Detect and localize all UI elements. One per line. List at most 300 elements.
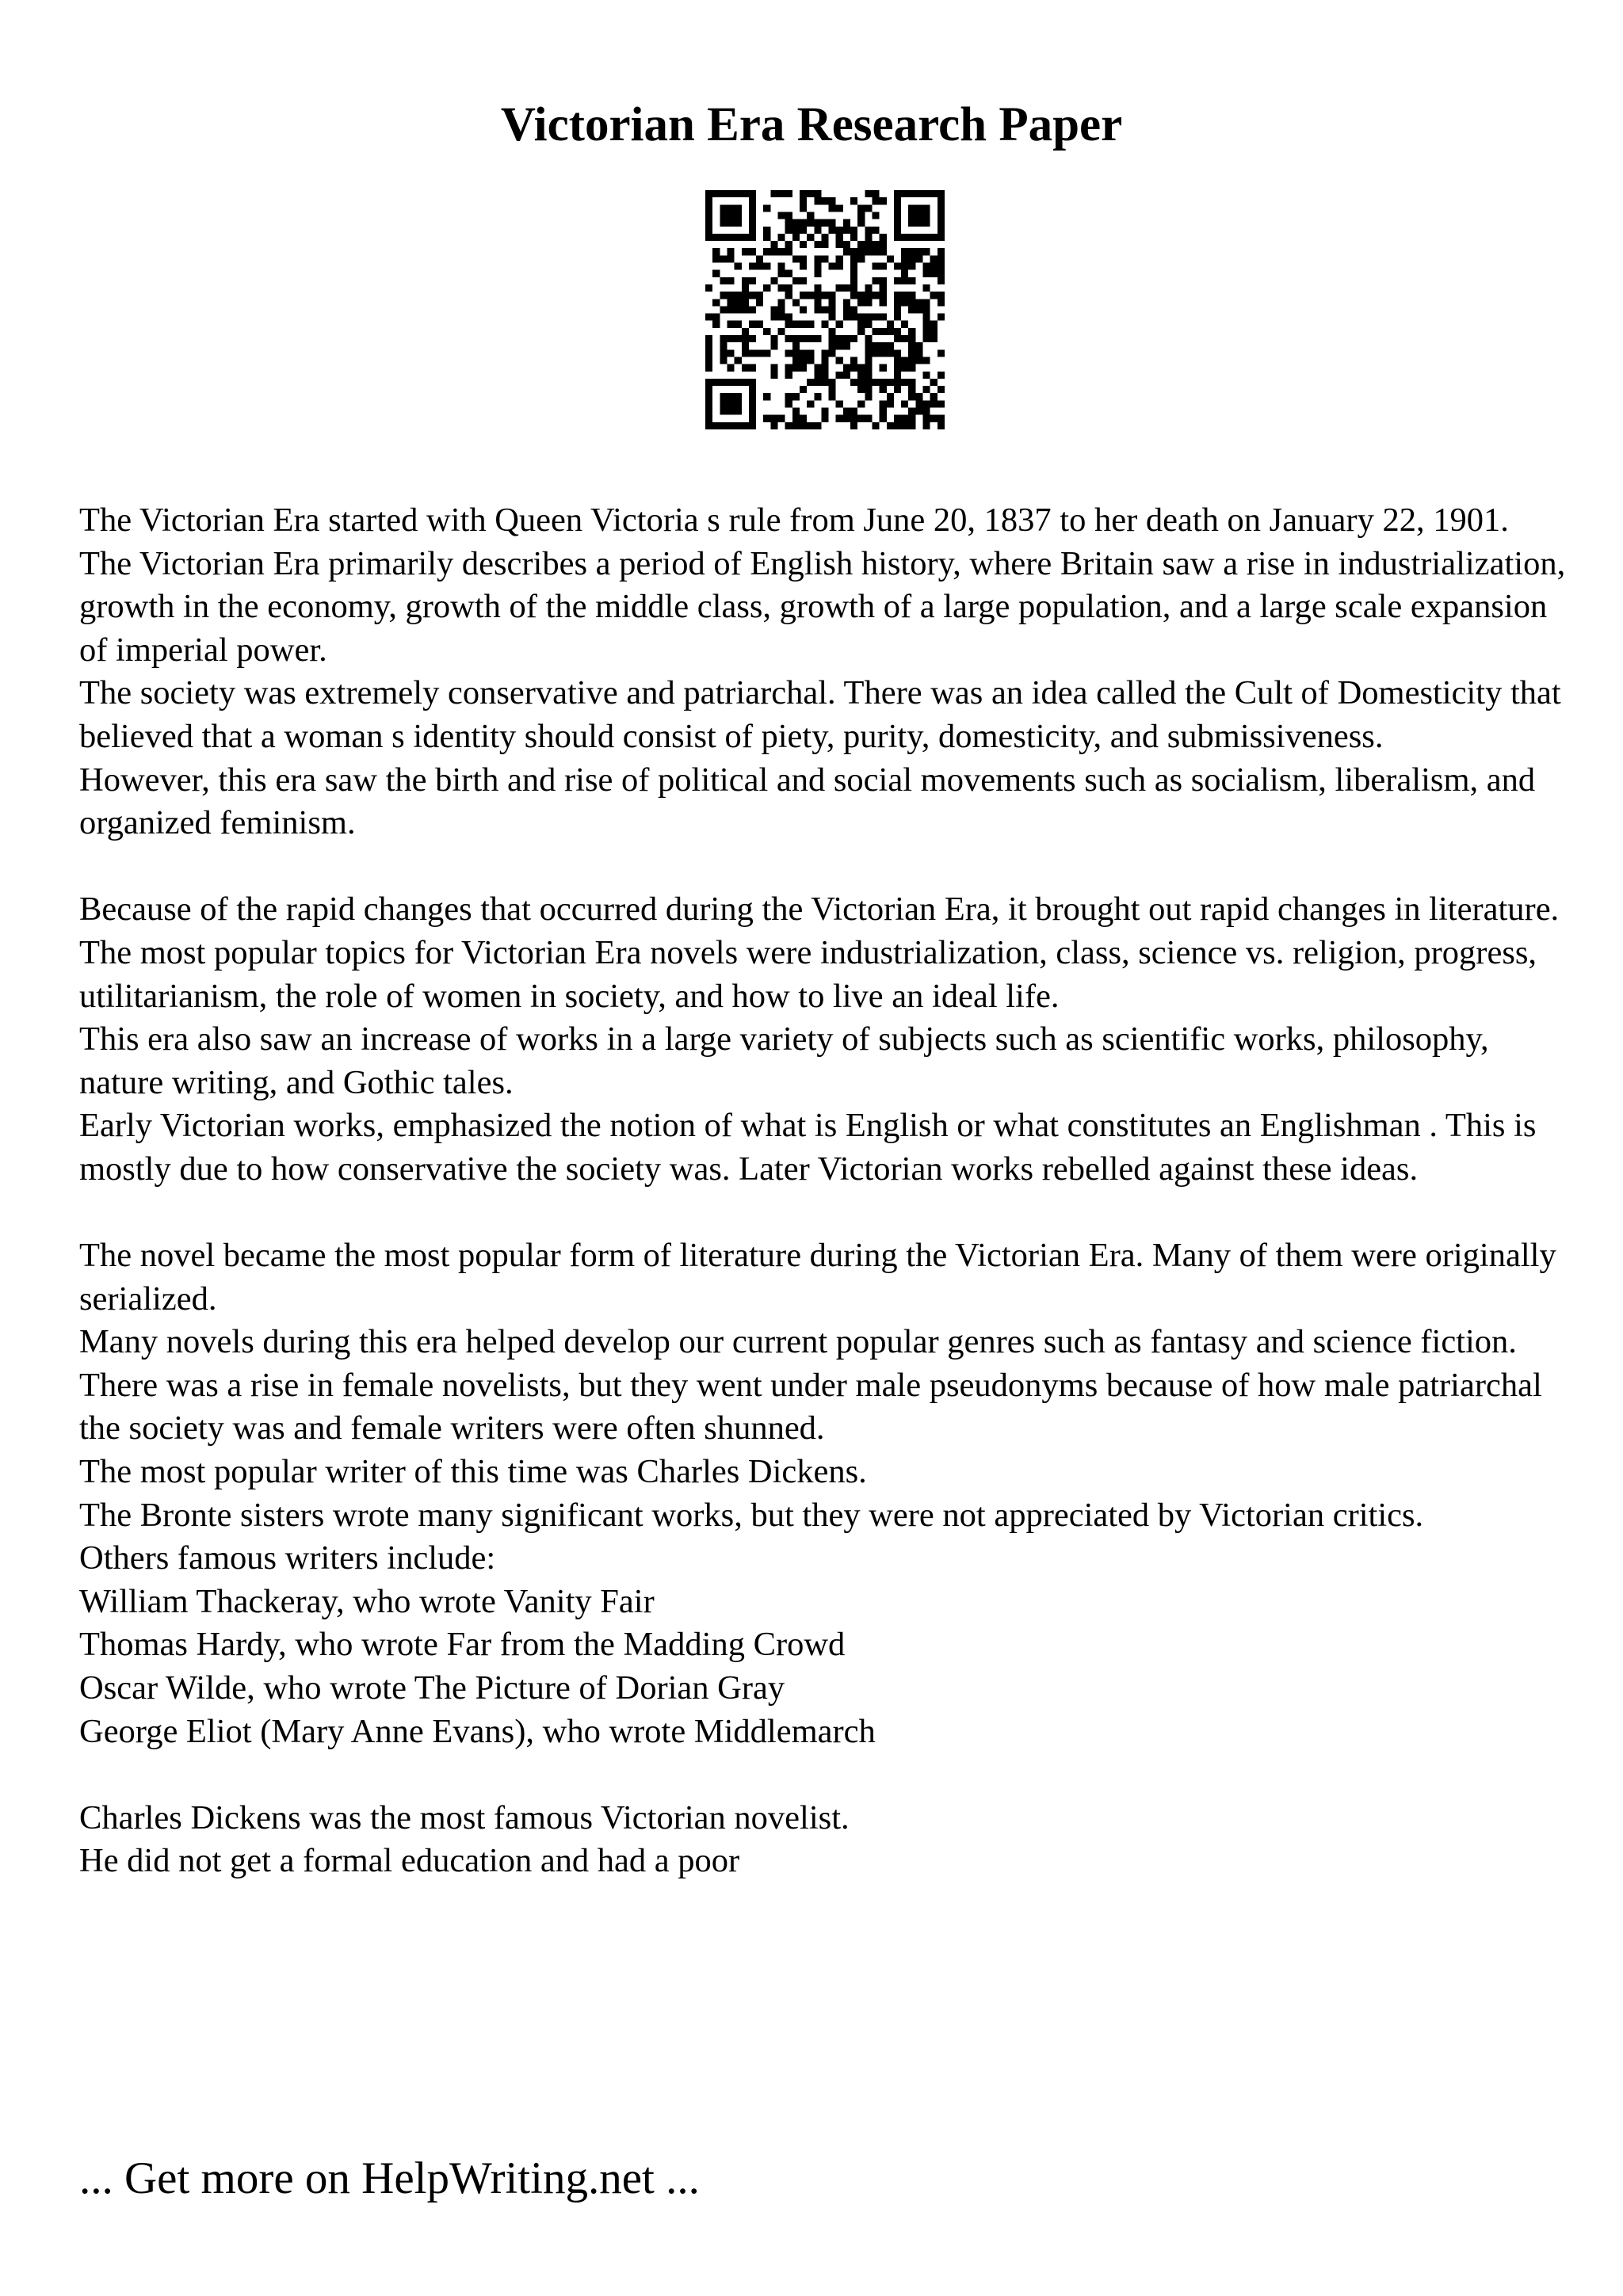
qr-module bbox=[843, 314, 850, 321]
qr-module bbox=[836, 241, 843, 248]
qr-module bbox=[763, 204, 770, 212]
qr-module bbox=[829, 335, 836, 342]
qr-module bbox=[712, 422, 720, 429]
qr-module bbox=[938, 190, 945, 197]
qr-module bbox=[865, 357, 872, 364]
qr-module bbox=[901, 321, 908, 328]
qr-module bbox=[785, 270, 792, 277]
qr-module bbox=[923, 263, 930, 270]
qr-module bbox=[749, 364, 756, 372]
qr-module bbox=[872, 263, 879, 270]
qr-module bbox=[705, 314, 712, 321]
qr-module bbox=[872, 212, 879, 219]
qr-module bbox=[807, 234, 814, 241]
qr-module bbox=[712, 255, 720, 262]
qr-module bbox=[727, 335, 734, 342]
qr-module bbox=[800, 422, 807, 429]
qr-module bbox=[785, 248, 792, 255]
qr-module bbox=[749, 263, 756, 270]
qr-module bbox=[836, 342, 843, 349]
qr-module bbox=[720, 379, 727, 386]
qr-module bbox=[865, 299, 872, 306]
qr-module bbox=[930, 400, 938, 407]
qr-module bbox=[880, 241, 887, 248]
qr-module bbox=[908, 393, 915, 400]
qr-module bbox=[778, 306, 785, 313]
qr-module bbox=[807, 190, 814, 197]
qr-module bbox=[880, 379, 887, 386]
qr-module bbox=[829, 386, 836, 393]
qr-module bbox=[930, 190, 938, 197]
qr-module bbox=[915, 234, 922, 241]
qr-module bbox=[930, 255, 938, 262]
qr-module bbox=[865, 204, 872, 212]
qr-module bbox=[850, 284, 857, 292]
qr-module bbox=[800, 263, 807, 270]
qr-module bbox=[735, 299, 742, 306]
qr-module bbox=[843, 408, 850, 415]
qr-module bbox=[727, 204, 734, 212]
qr-module bbox=[850, 422, 857, 429]
qr-module bbox=[857, 372, 865, 379]
qr-module bbox=[800, 349, 807, 357]
qr-module bbox=[792, 321, 800, 328]
qr-module bbox=[705, 212, 712, 219]
body-paragraph: Oscar Wilde, who wrote The Picture of Dorian Gray bbox=[79, 1669, 785, 1707]
qr-module bbox=[727, 299, 734, 306]
qr-module bbox=[807, 349, 814, 357]
qr-module bbox=[705, 284, 712, 292]
qr-module bbox=[735, 400, 742, 407]
qr-module bbox=[915, 400, 922, 407]
qr-module bbox=[770, 372, 777, 379]
qr-module bbox=[821, 306, 828, 313]
qr-module bbox=[923, 422, 930, 429]
qr-module bbox=[720, 357, 727, 364]
qr-module bbox=[778, 314, 785, 321]
qr-module bbox=[938, 299, 945, 306]
qr-module bbox=[872, 190, 879, 197]
qr-module bbox=[814, 393, 821, 400]
qr-module bbox=[829, 349, 836, 357]
body-paragraph: Because of the rapid changes that occurred during the Victorian Era, it brought out rapid changes in literature. bbox=[79, 891, 1560, 929]
qr-module bbox=[778, 212, 785, 219]
qr-module bbox=[836, 400, 843, 407]
qr-module bbox=[821, 219, 828, 227]
qr-module bbox=[915, 342, 922, 349]
qr-module bbox=[742, 248, 749, 255]
qr-module bbox=[720, 212, 727, 219]
qr-module bbox=[887, 379, 894, 386]
qr-module bbox=[749, 227, 756, 234]
qr-module bbox=[785, 335, 792, 342]
qr-module bbox=[880, 292, 887, 299]
qr-module bbox=[901, 335, 908, 342]
qr-module bbox=[727, 422, 734, 429]
qr-module bbox=[735, 204, 742, 212]
qr-module bbox=[763, 284, 770, 292]
qr-module bbox=[938, 227, 945, 234]
qr-module bbox=[742, 292, 749, 299]
qr-module bbox=[908, 328, 915, 335]
qr-module bbox=[894, 197, 901, 204]
qr-module bbox=[908, 292, 915, 299]
qr-module bbox=[735, 263, 742, 270]
qr-module bbox=[872, 197, 879, 204]
qr-module bbox=[800, 204, 807, 212]
qr-module bbox=[836, 263, 843, 270]
qr-module bbox=[735, 292, 742, 299]
qr-module bbox=[872, 342, 879, 349]
body-paragraph: William Thackeray, who wrote Vanity Fair bbox=[79, 1582, 655, 1620]
qr-module bbox=[894, 204, 901, 212]
qr-module bbox=[857, 415, 865, 422]
qr-module bbox=[778, 415, 785, 422]
qr-module bbox=[800, 357, 807, 364]
qr-module bbox=[887, 393, 894, 400]
qr-module bbox=[792, 342, 800, 349]
qr-module bbox=[727, 321, 734, 328]
qr-module bbox=[742, 284, 749, 292]
qr-module bbox=[763, 234, 770, 241]
qr-module bbox=[814, 270, 821, 277]
qr-module bbox=[821, 234, 828, 241]
qr-module bbox=[938, 204, 945, 212]
qr-module bbox=[770, 415, 777, 422]
qr-module bbox=[742, 299, 749, 306]
qr-module bbox=[857, 364, 865, 372]
qr-module bbox=[800, 219, 807, 227]
body-paragraph: The most popular writer of this time was Charles Dickens. bbox=[79, 1453, 867, 1491]
qr-module bbox=[915, 219, 922, 227]
qr-module bbox=[800, 277, 807, 284]
qr-module bbox=[901, 255, 908, 262]
qr-module bbox=[850, 364, 857, 372]
qr-module bbox=[735, 422, 742, 429]
qr-module bbox=[865, 386, 872, 393]
qr-module bbox=[763, 349, 770, 357]
qr-module bbox=[821, 349, 828, 357]
qr-module bbox=[727, 400, 734, 407]
qr-module bbox=[814, 263, 821, 270]
qr-module bbox=[800, 364, 807, 372]
body-paragraph: Others famous writers include: bbox=[79, 1539, 496, 1577]
qr-module bbox=[814, 255, 821, 262]
qr-module bbox=[880, 314, 887, 321]
qr-module bbox=[829, 379, 836, 386]
qr-module bbox=[735, 335, 742, 342]
qr-module bbox=[865, 314, 872, 321]
qr-module bbox=[742, 190, 749, 197]
qr-module bbox=[930, 292, 938, 299]
qr-module bbox=[742, 234, 749, 241]
qr-module bbox=[807, 212, 814, 219]
qr-module bbox=[712, 190, 720, 197]
qr-module bbox=[908, 386, 915, 393]
qr-module bbox=[814, 284, 821, 292]
qr-module bbox=[829, 197, 836, 204]
qr-module bbox=[915, 299, 922, 306]
qr-module bbox=[908, 219, 915, 227]
qr-module bbox=[887, 342, 894, 349]
qr-module bbox=[814, 227, 821, 234]
qr-module bbox=[821, 364, 828, 372]
qr-module bbox=[894, 234, 901, 241]
body-paragraph: The Victorian Era started with Queen Victoria s rule from June 20, 1837 to her death on January 22, 1901. bbox=[79, 502, 1509, 539]
qr-module bbox=[923, 357, 930, 364]
qr-module bbox=[880, 364, 887, 372]
qr-module bbox=[915, 408, 922, 415]
qr-module bbox=[923, 284, 930, 292]
qr-module bbox=[908, 415, 915, 422]
qr-module bbox=[727, 349, 734, 357]
qr-module bbox=[778, 284, 785, 292]
qr-module bbox=[720, 335, 727, 342]
qr-module bbox=[814, 292, 821, 299]
qr-module bbox=[843, 342, 850, 349]
qr-module bbox=[829, 314, 836, 321]
qr-module bbox=[778, 248, 785, 255]
qr-module bbox=[792, 415, 800, 422]
qr-module bbox=[749, 219, 756, 227]
qr-module bbox=[763, 263, 770, 270]
qr-module bbox=[894, 422, 901, 429]
qr-module bbox=[850, 314, 857, 321]
qr-module bbox=[720, 277, 727, 284]
qr-module bbox=[727, 379, 734, 386]
qr-module bbox=[857, 241, 865, 248]
qr-module bbox=[901, 357, 908, 364]
qr-module bbox=[894, 212, 901, 219]
qr-module bbox=[800, 190, 807, 197]
qr-module bbox=[705, 335, 712, 342]
qr-module bbox=[915, 190, 922, 197]
qr-module bbox=[712, 379, 720, 386]
qr-module bbox=[857, 255, 865, 262]
qr-module bbox=[720, 234, 727, 241]
qr-module bbox=[865, 190, 872, 197]
qr-module bbox=[807, 335, 814, 342]
qr-module bbox=[843, 364, 850, 372]
qr-module bbox=[712, 248, 720, 255]
qr-module bbox=[770, 241, 777, 248]
qr-module bbox=[857, 321, 865, 328]
qr-module bbox=[727, 234, 734, 241]
qr-module bbox=[756, 349, 763, 357]
qr-module bbox=[756, 292, 763, 299]
qr-module bbox=[850, 415, 857, 422]
qr-module bbox=[742, 422, 749, 429]
qr-module bbox=[829, 204, 836, 212]
qr-module bbox=[872, 349, 879, 357]
qr-module bbox=[727, 255, 734, 262]
qr-module bbox=[880, 299, 887, 306]
qr-module bbox=[915, 349, 922, 357]
qr-module bbox=[785, 372, 792, 379]
qr-module bbox=[800, 386, 807, 393]
qr-module bbox=[792, 408, 800, 415]
qr-module bbox=[749, 321, 756, 328]
qr-module bbox=[923, 234, 930, 241]
qr-module bbox=[901, 422, 908, 429]
qr-module bbox=[850, 379, 857, 386]
qr-module bbox=[894, 349, 901, 357]
qr-module bbox=[785, 400, 792, 407]
qr-module bbox=[705, 386, 712, 393]
qr-module bbox=[785, 349, 792, 357]
qr-module bbox=[807, 379, 814, 386]
qr-module bbox=[807, 357, 814, 364]
qr-module bbox=[720, 190, 727, 197]
qr-module bbox=[857, 292, 865, 299]
qr-module bbox=[930, 393, 938, 400]
qr-module bbox=[938, 386, 945, 393]
qr-module bbox=[785, 219, 792, 227]
qr-module bbox=[749, 306, 756, 313]
qr-module bbox=[894, 277, 901, 284]
qr-module bbox=[836, 227, 843, 234]
qr-module bbox=[872, 292, 879, 299]
document-body bbox=[79, 499, 1569, 1883]
qr-module bbox=[727, 219, 734, 227]
qr-module bbox=[880, 234, 887, 241]
qr-module bbox=[814, 219, 821, 227]
qr-module bbox=[894, 386, 901, 393]
qr-module bbox=[865, 372, 872, 379]
qr-module bbox=[792, 335, 800, 342]
qr-module bbox=[792, 277, 800, 284]
qr-module bbox=[742, 306, 749, 313]
qr-module bbox=[880, 408, 887, 415]
qr-module bbox=[908, 349, 915, 357]
qr-module bbox=[930, 234, 938, 241]
qr-module bbox=[908, 212, 915, 219]
qr-module bbox=[807, 422, 814, 429]
qr-module bbox=[850, 408, 857, 415]
qr-module bbox=[785, 364, 792, 372]
qr-module bbox=[930, 321, 938, 328]
qr-module bbox=[901, 379, 908, 386]
qr-module bbox=[850, 292, 857, 299]
qr-module bbox=[770, 335, 777, 342]
qr-module bbox=[727, 212, 734, 219]
qr-module bbox=[923, 248, 930, 255]
qr-module bbox=[829, 306, 836, 313]
qr-module bbox=[705, 400, 712, 407]
qr-module bbox=[720, 204, 727, 212]
qr-module bbox=[865, 379, 872, 386]
get-more-link[interactable]: ... Get more on HelpWriting.net ... bbox=[79, 2153, 700, 2203]
qr-module bbox=[930, 270, 938, 277]
qr-module bbox=[894, 372, 901, 379]
qr-module bbox=[770, 248, 777, 255]
qr-module bbox=[850, 197, 857, 204]
qr-module bbox=[865, 415, 872, 422]
qr-module bbox=[829, 328, 836, 335]
qr-module bbox=[865, 292, 872, 299]
qr-module bbox=[821, 408, 828, 415]
qr-module bbox=[821, 415, 828, 422]
qr-module bbox=[735, 219, 742, 227]
qr-module bbox=[742, 328, 749, 335]
document-title: Victorian Era Research Paper bbox=[500, 98, 1123, 151]
qr-module bbox=[908, 234, 915, 241]
qr-module bbox=[901, 190, 908, 197]
qr-module bbox=[843, 241, 850, 248]
qr-module bbox=[735, 393, 742, 400]
qr-module bbox=[800, 197, 807, 204]
qr-module bbox=[908, 357, 915, 364]
qr-module bbox=[778, 328, 785, 335]
qr-module bbox=[792, 393, 800, 400]
qr-module bbox=[865, 364, 872, 372]
qr-module bbox=[880, 248, 887, 255]
qr-module bbox=[778, 270, 785, 277]
qr-module bbox=[923, 335, 930, 342]
qr-module bbox=[857, 212, 865, 219]
qr-module bbox=[915, 357, 922, 364]
qr-module bbox=[785, 212, 792, 219]
qr-module bbox=[756, 321, 763, 328]
qr-module bbox=[901, 400, 908, 407]
qr-module bbox=[887, 321, 894, 328]
qr-module bbox=[770, 277, 777, 284]
qr-module bbox=[742, 335, 749, 342]
qr-module bbox=[923, 321, 930, 328]
qr-module bbox=[887, 349, 894, 357]
qr-module bbox=[901, 299, 908, 306]
qr-module bbox=[843, 227, 850, 234]
qr-module bbox=[792, 227, 800, 234]
qr-module bbox=[915, 204, 922, 212]
qr-module bbox=[800, 415, 807, 422]
qr-module bbox=[705, 364, 712, 372]
qr-module bbox=[770, 342, 777, 349]
qr-module bbox=[894, 219, 901, 227]
qr-module bbox=[923, 212, 930, 219]
qr-module bbox=[735, 306, 742, 313]
qr-module bbox=[705, 408, 712, 415]
qr-module bbox=[865, 335, 872, 342]
qr-module bbox=[923, 219, 930, 227]
qr-module bbox=[720, 393, 727, 400]
qr-module bbox=[880, 349, 887, 357]
qr-module bbox=[763, 248, 770, 255]
body-paragraph: There was a rise in female novelists, but they went under male pseudonyms because of how male patriarchal the society was and female writers were often shunned. bbox=[79, 1366, 1542, 1447]
qr-module bbox=[938, 372, 945, 379]
qr-module bbox=[742, 342, 749, 349]
body-paragraph: He did not get a formal education and had a poor bbox=[79, 1842, 740, 1880]
qr-module bbox=[857, 314, 865, 321]
body-paragraph: This era also saw an increase of works in a large variety of subjects such as scientific works, philosophy, nature writing, and Gothic tales. bbox=[79, 1020, 1489, 1101]
paragraph-spacer bbox=[79, 845, 1569, 889]
qr-module bbox=[938, 263, 945, 270]
qr-module bbox=[850, 255, 857, 262]
qr-module bbox=[749, 190, 756, 197]
qr-module bbox=[756, 263, 763, 270]
qr-module bbox=[880, 284, 887, 292]
qr-module bbox=[843, 248, 850, 255]
qr-module bbox=[894, 335, 901, 342]
qr-module bbox=[792, 219, 800, 227]
qr-module bbox=[785, 284, 792, 292]
qr-module bbox=[742, 364, 749, 372]
qr-module bbox=[749, 234, 756, 241]
qr-module bbox=[720, 255, 727, 262]
qr-module bbox=[857, 400, 865, 407]
qr-module bbox=[865, 349, 872, 357]
qr-module bbox=[727, 248, 734, 255]
